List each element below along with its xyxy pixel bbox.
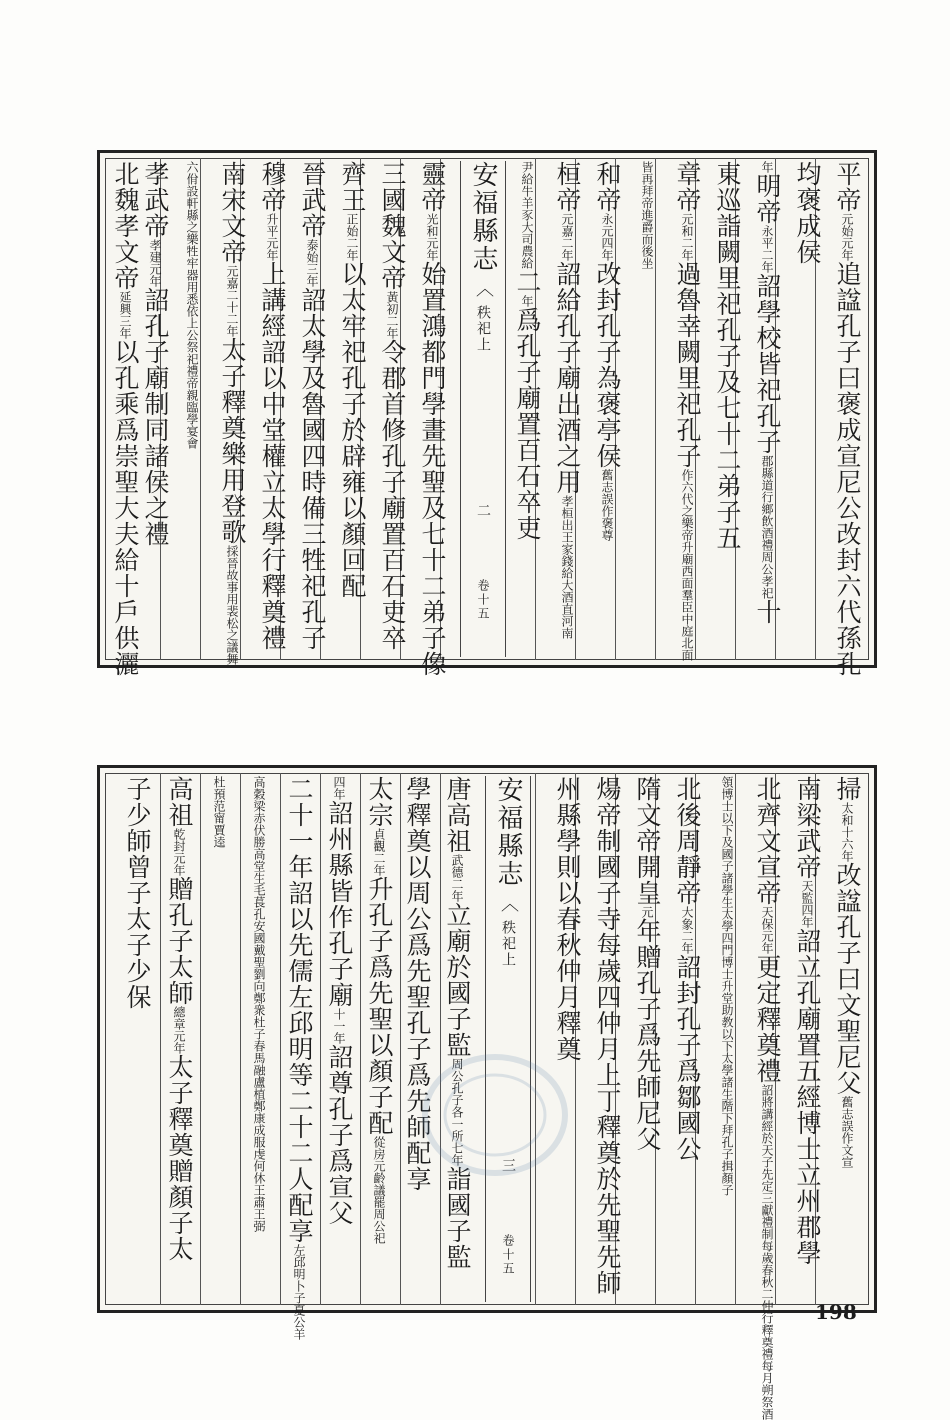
column-rule bbox=[535, 773, 536, 1305]
page-number: 198 bbox=[815, 1300, 857, 1324]
text-column: 子少師曾子太子少保 bbox=[123, 776, 152, 1010]
text-column: 北後周靜帝大象二年詔封孔子爲鄒國公 bbox=[673, 776, 702, 1162]
running-title: 安福縣志 bbox=[468, 161, 498, 273]
text-column: 穆帝升平元年上講經詔以中堂權立太學行釋奠禮 bbox=[258, 161, 287, 651]
text-column: 靈帝光和元年始置鴻都門學畫先聖及七十二弟子像 bbox=[418, 161, 447, 677]
text-column: 北魏孝文帝延興三年以孔乘爲崇聖大夫給十戶供灑 bbox=[111, 161, 140, 677]
juan-number: 卷十五 bbox=[501, 1234, 515, 1276]
text-column: 北齊文宣帝天保元年更定釋奠禮詔將講經於天子先定三獻禮制每歲春秋二仲行釋奠禮每月朔祭酒 bbox=[753, 776, 782, 1420]
text-column: 桓帝元嘉二年詔給孔子廟出酒之用孝桓出王家錢給大酒直河南 bbox=[553, 161, 582, 639]
text-column: 太宗貞觀二年升孔子爲先聖以顏子配從房元齡議罷周公祀 bbox=[365, 776, 394, 1244]
folio-number: 三 bbox=[500, 1158, 516, 1174]
text-column: 州縣學則以春秋仲月釋奠 bbox=[553, 776, 582, 1062]
text-column: 平帝元始元年追諡孔子曰褒成宣尼公改封六代孫孔 bbox=[833, 161, 862, 677]
text-column: 掃太和十六年改諡孔子曰文聖尼父舊志誤作文宣 bbox=[833, 776, 862, 1168]
text-column: 學釋奠以周公爲先聖孔子爲先師配享 bbox=[403, 776, 432, 1192]
text-column: 孝武帝孝建元年詔孔子廟制同諸侯之禮 bbox=[141, 161, 170, 547]
center-column bbox=[485, 776, 531, 1302]
column-rule bbox=[320, 773, 321, 1305]
top-page bbox=[97, 150, 877, 677]
juan-number: 卷十五 bbox=[476, 579, 490, 621]
text-column: 四年詔州縣皆作孔子廟十一年詔尊孔子爲宣父 bbox=[325, 776, 354, 1226]
fish-tail-mark: ︿ bbox=[498, 894, 519, 914]
text-column: 領博士以下及國子諸學生太學四門博士升堂助教以下太學諸生階下拜孔子揖顏子 bbox=[720, 776, 734, 1196]
text-column: 章帝元和二年過魯幸闕里祀孔子作六代之樂帝升廟西面羣臣中庭北面 bbox=[673, 161, 702, 661]
column-rule bbox=[240, 773, 241, 1305]
text-column: 和帝永元四年改封孔子為褒亭侯舊志誤作褒尊 bbox=[593, 161, 622, 541]
text-column: 均褒成侯 bbox=[793, 161, 822, 265]
section-title: 秩祀上 bbox=[500, 920, 516, 968]
text-column: 齊王正始二年以太牢祀孔子於辟雍以顏回配 bbox=[338, 161, 367, 599]
column-rule bbox=[280, 773, 281, 1305]
text-column: 高穀梁赤伏勝高堂生毛萇孔安國戴聖劉向鄭衆杜子春馬融盧植鄭康成服虔何休王肅王弼 bbox=[252, 776, 266, 1232]
text-column: 皆再拜帝進爵而後坐 bbox=[640, 161, 654, 269]
text-column: 煬帝制國子寺每歲四仲月上丁釋奠於先聖先師 bbox=[593, 776, 622, 1296]
column-rule bbox=[200, 773, 201, 1305]
text-column: 年明帝永平二年詔學校皆祀孔子郡縣道行鄉飲酒禮周公孝祀十 bbox=[753, 161, 782, 625]
text-column: 隋文帝開皇元年贈孔子爲先師尼父 bbox=[633, 776, 662, 1152]
column-rule bbox=[360, 773, 361, 1305]
text-column: 二十一年詔以先儒左邱明等二十二人配享左邱明卜子夏公羊 bbox=[285, 776, 314, 1340]
center-column bbox=[460, 161, 506, 657]
text-column: 高祖乾封元年贈孔子太師總章元年太子釋奠贈顏子太 bbox=[165, 776, 194, 1262]
folio-number: 二 bbox=[475, 503, 491, 519]
library-seal-watermark bbox=[420, 1050, 570, 1180]
text-column: 唐高祖武德二年立廟於國子監周公孔子各一所七年詣國子監 bbox=[443, 776, 472, 1270]
bottom-page bbox=[97, 765, 877, 1420]
text-column: 晉武帝泰始三年詔太學及魯國四時備三牲祀孔子 bbox=[298, 161, 327, 651]
column-rule bbox=[160, 773, 161, 1305]
text-column: 南梁武帝天監四年詔立孔廟置五經博士立州郡學 bbox=[793, 776, 822, 1266]
text-column: 東巡詣闕里祀孔子及七十二弟子五 bbox=[713, 161, 742, 551]
fish-tail-mark: ︿ bbox=[473, 279, 494, 299]
text-column: 南宋文帝元嘉二十二年太子釋奠樂用登歌採晉故事用裴松之議舞 bbox=[218, 161, 247, 665]
running-title: 安福縣志 bbox=[493, 776, 523, 888]
text-column: 尹給牛羊豕大司農給二年爲孔子廟置百石卒吏 bbox=[513, 161, 542, 541]
text-column: 六佾設軒縣之樂牲牢器用悉依上公祭祀禮帝親臨學宴會 bbox=[185, 161, 199, 449]
text-column: 杜預范甯賈逵 bbox=[212, 776, 226, 848]
text-column: 三國魏文帝黃初二年令郡首修孔子廟置百石吏卒 bbox=[378, 161, 407, 651]
section-title: 秩祀上 bbox=[475, 305, 491, 353]
